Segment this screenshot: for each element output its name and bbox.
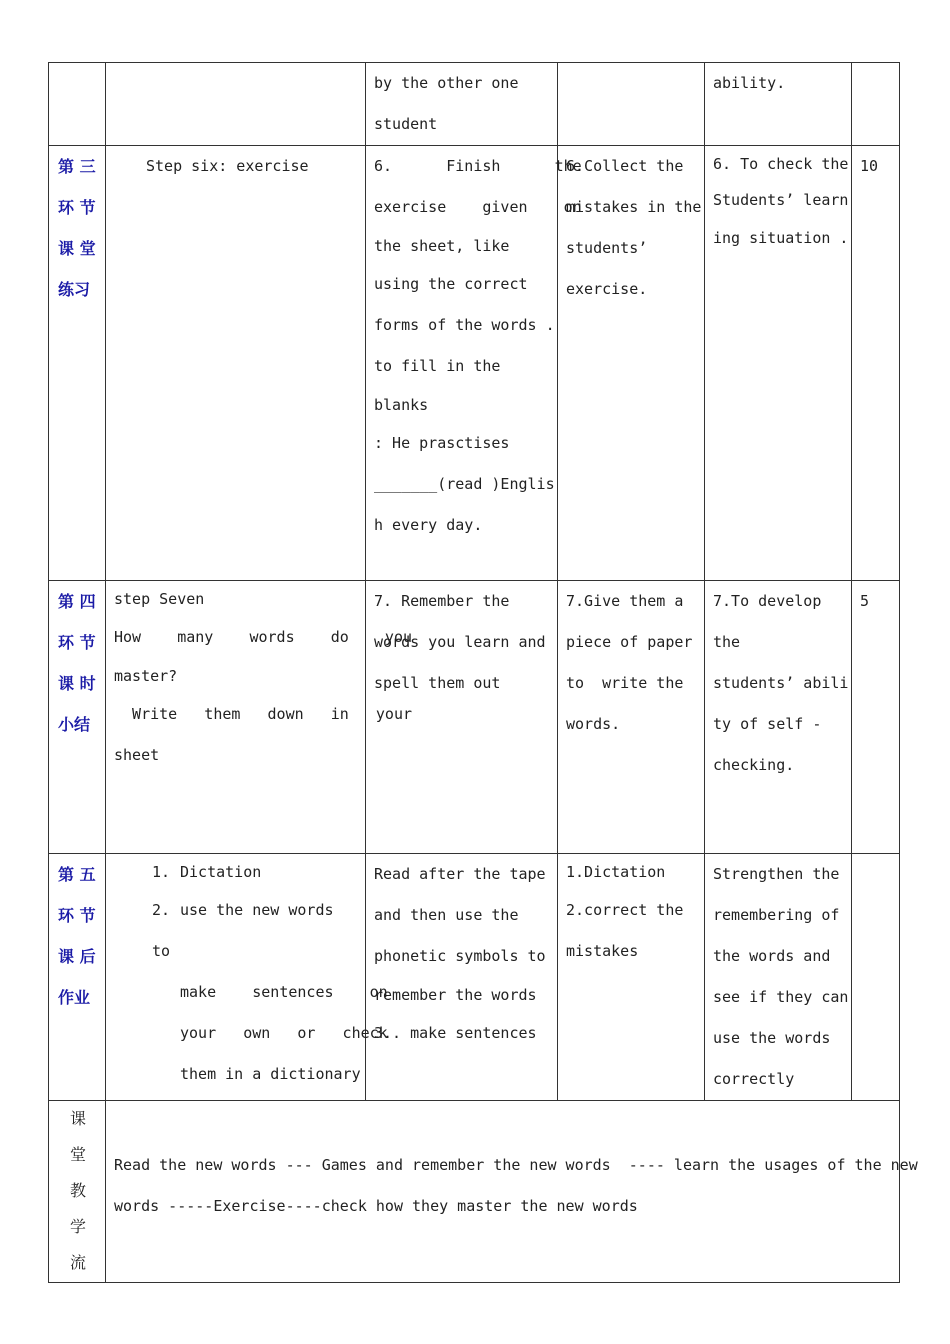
cell-line: words you learn and	[374, 633, 546, 651]
cell-line: 7.Give them a	[566, 592, 684, 610]
stage-label-line: 练习	[58, 280, 91, 299]
cell-line: spell them out	[374, 674, 501, 692]
stage-label-line: 第 四	[58, 592, 96, 611]
table-row	[49, 146, 900, 581]
cell-line: mistakes in the	[566, 198, 702, 216]
list-item	[152, 890, 388, 1095]
cell-line: exercise.	[566, 280, 648, 298]
purpose-cell	[705, 63, 852, 146]
stage-label-line: 第 三	[58, 157, 96, 176]
cell-line: to fill in the	[374, 357, 501, 375]
teacher-activity-cell	[558, 63, 705, 146]
flow-label-char: 教	[69, 1181, 86, 1200]
cell-line: piece of paper	[566, 633, 693, 651]
flow-label-cell	[49, 1101, 106, 1283]
content-cell	[106, 63, 366, 146]
stage-label-line: 环 节	[58, 198, 96, 217]
cell-line: and then use the	[374, 906, 519, 924]
time-cell	[852, 63, 900, 146]
cell-line: remembering of	[713, 906, 840, 924]
cell-line: h every day.	[374, 516, 483, 534]
stage-label-line: 课 后	[58, 947, 96, 966]
teacher-activity-cell	[558, 146, 705, 581]
time-cell	[852, 854, 900, 1101]
cell-line: 5	[860, 592, 870, 610]
teacher-activity-cell	[558, 854, 705, 1101]
content-cell	[106, 854, 388, 1101]
list-item	[152, 854, 359, 890]
cell-line: the sheet, like	[374, 237, 510, 255]
cell-line: 7.To develop	[713, 592, 822, 610]
student-activity-cell	[366, 854, 558, 1101]
stage-cell	[49, 146, 106, 581]
cell-line: words.	[566, 715, 621, 733]
cell-line: 3.. make sentences	[374, 1024, 537, 1042]
cell-line: 7. Remember the	[374, 592, 510, 610]
cell-line: the words and	[713, 947, 831, 965]
stage-label-line: 第 五	[58, 865, 96, 884]
cell-line: student	[374, 115, 438, 133]
stage-label-line: 小结	[58, 715, 91, 734]
cell-line: checking.	[713, 756, 795, 774]
cell-line: sheet	[114, 746, 160, 764]
flow-text-line: words -----Exercise----check how they master the new words	[114, 1197, 638, 1215]
cell-line: Strengthen the	[713, 865, 840, 883]
time-cell	[852, 581, 900, 854]
cell-line: 2.correct the	[566, 901, 684, 919]
stage-label-line: 环 节	[58, 633, 96, 652]
cell-line: Step six: exercise	[146, 157, 309, 175]
stage-cell	[49, 581, 106, 854]
cell-line: see if they can	[713, 988, 849, 1006]
lesson-plan-table	[48, 62, 918, 1283]
homework-list	[152, 854, 388, 1095]
cell-line: 6. To check the	[713, 155, 849, 173]
cell-line: use the words	[713, 1029, 831, 1047]
flow-text-cell	[106, 1101, 918, 1283]
cell-line: ing situation .	[713, 229, 849, 247]
flow-label-char: 流	[69, 1253, 86, 1272]
cell-line: students’ abili	[713, 674, 849, 692]
stage-label-line: 课 堂	[58, 239, 96, 258]
cell-line: phonetic symbols to	[374, 947, 546, 965]
table-row	[49, 854, 900, 1101]
stage-label-line: 作业	[58, 988, 91, 1007]
flow-label-char: 学	[69, 1217, 86, 1236]
list-item-text: them in a dictionary	[180, 1065, 361, 1083]
cell-line: 6.Collect the	[566, 157, 684, 175]
cell-line: students’	[566, 239, 648, 257]
table-row	[49, 581, 900, 854]
stage-cell	[49, 63, 106, 146]
cell-line: Write them down in your	[114, 705, 413, 723]
time-cell	[852, 146, 900, 581]
cell-line: using the correct	[374, 275, 528, 293]
cell-line: 1.Dictation	[566, 863, 666, 881]
flow-text-line: Read the new words --- Games and remember the new words ---- learn the usages of the new	[114, 1156, 918, 1174]
cell-line: master?	[114, 667, 178, 685]
stage-label-line: 课 时	[58, 674, 96, 693]
stage-label-line: 环 节	[58, 906, 96, 925]
cell-line: Students’ learn	[713, 191, 849, 209]
purpose-cell	[705, 581, 852, 854]
content-cell	[106, 581, 413, 854]
table-row	[49, 63, 900, 146]
flow-label-char: 堂	[69, 1145, 86, 1164]
stage-cell	[49, 854, 106, 1101]
list-item-text: use the new words to	[152, 901, 334, 960]
content-cell	[106, 146, 366, 581]
list-item-text: Dictation	[180, 863, 262, 881]
student-activity-cell	[366, 146, 582, 581]
list-item-text: your own or check	[180, 1024, 388, 1042]
cell-line: ability.	[713, 74, 786, 92]
cell-line: 10	[860, 157, 879, 175]
cell-line: to write the	[566, 674, 684, 692]
cell-line: blanks	[374, 396, 429, 414]
teacher-activity-cell	[558, 581, 705, 854]
cell-line: the	[713, 633, 741, 651]
list-number: 2.	[152, 901, 171, 919]
cell-line: How many words do you	[114, 628, 413, 646]
purpose-cell	[705, 146, 852, 581]
cell-line: : He prasctises	[374, 434, 510, 452]
cell-line: 6. Finish the	[374, 157, 582, 175]
cell-line: exercise given on	[374, 198, 582, 216]
cell-line: mistakes	[566, 942, 639, 960]
table-row	[49, 1101, 900, 1283]
flow-label-char: 课	[69, 1109, 86, 1128]
cell-line: step Seven	[114, 590, 205, 608]
cell-line: _______(read )Englis	[374, 475, 555, 493]
cell-line: Read after the tape	[374, 865, 546, 883]
cell-line: correctly	[713, 1070, 795, 1088]
cell-line: ty of self -	[713, 715, 822, 733]
cell-line: forms of the words .	[374, 316, 555, 334]
purpose-cell	[705, 854, 852, 1101]
student-activity-cell	[366, 63, 558, 146]
cell-line: by the other one	[374, 74, 519, 92]
list-number: 1.	[152, 863, 171, 881]
list-item-text: make sentences on	[180, 983, 388, 1001]
cell-line: remember the words	[374, 986, 537, 1004]
